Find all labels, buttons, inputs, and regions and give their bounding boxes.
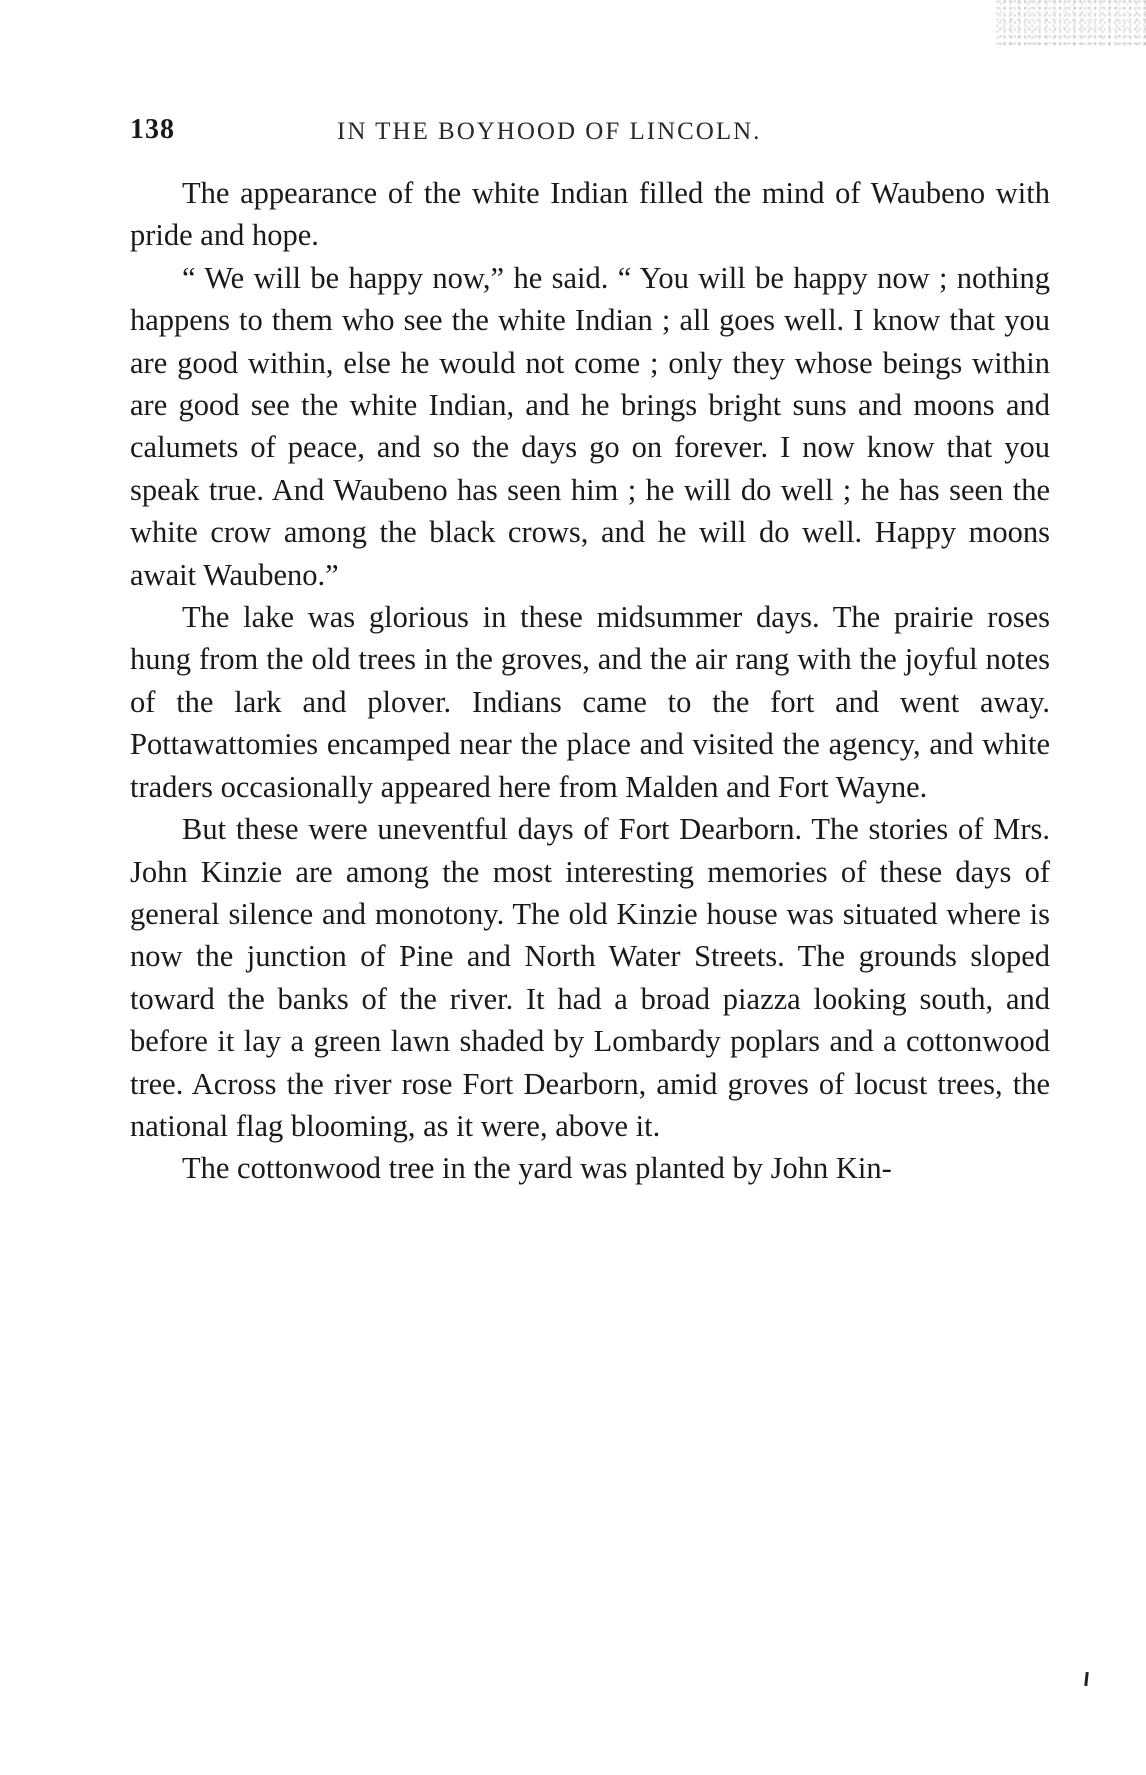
page-number: 138 <box>130 114 175 145</box>
paragraph-kinzie-house: But these were uneventful days of Fort Dearborn. The stories of Mrs. John Kinzie are among the most interesting memories of these days of general silence and monotony. The old Kinzie house was situated where is now the junction of Pine and North Water Streets. The grounds sloped toward the banks of the river. It had a broad piazza looking south, and before it lay a green lawn shaded by Lombardy poplars and a cottonwood tree. Across the river rose Fort Dearborn, amid groves of locust trees, the national flag blooming, as it were, above it. <box>130 812 1050 1143</box>
body-text <box>130 172 1050 1190</box>
paragraph-midsummer-lake: The lake was glorious in these midsummer days. The prairie roses hung from the old trees in the groves, and the air rang with the joyful notes of the lark and plover. Indians came to the fort and went away. Pottawattomies encamped near the place and visited the agency, and white traders occasionally appeared here from Malden and Fort Wayne. <box>130 600 1050 804</box>
paragraph-waubeno-speech: “ We will be happy now,” he said. “ You will be happy now ; nothing happens to them who see the white Indian ; all goes well. I know that you are good within, else he would not come ; only they whose beings within are good see the white Indian, and he brings bright suns and moons and calumets of peace, and so the days go on forever. I now know that you speak true. And Waubeno has seen him ; he will do well ; he has seen the white crow among the black crows, and he will do well. Happy moons await Waubeno.” <box>130 260 1050 592</box>
running-title: IN THE BOYHOOD OF LINCOLN. <box>337 118 762 145</box>
paragraph-white-indian: The appearance of the white Indian filled the mind of Waubeno with pride and hope. <box>130 176 1050 253</box>
paragraph-cottonwood-tree: The cottonwood tree in the yard was planted by John Kin- <box>182 1151 892 1186</box>
scan-artifact <box>996 0 1146 48</box>
running-head <box>130 114 1050 154</box>
margin-mark <box>1084 1672 1088 1686</box>
